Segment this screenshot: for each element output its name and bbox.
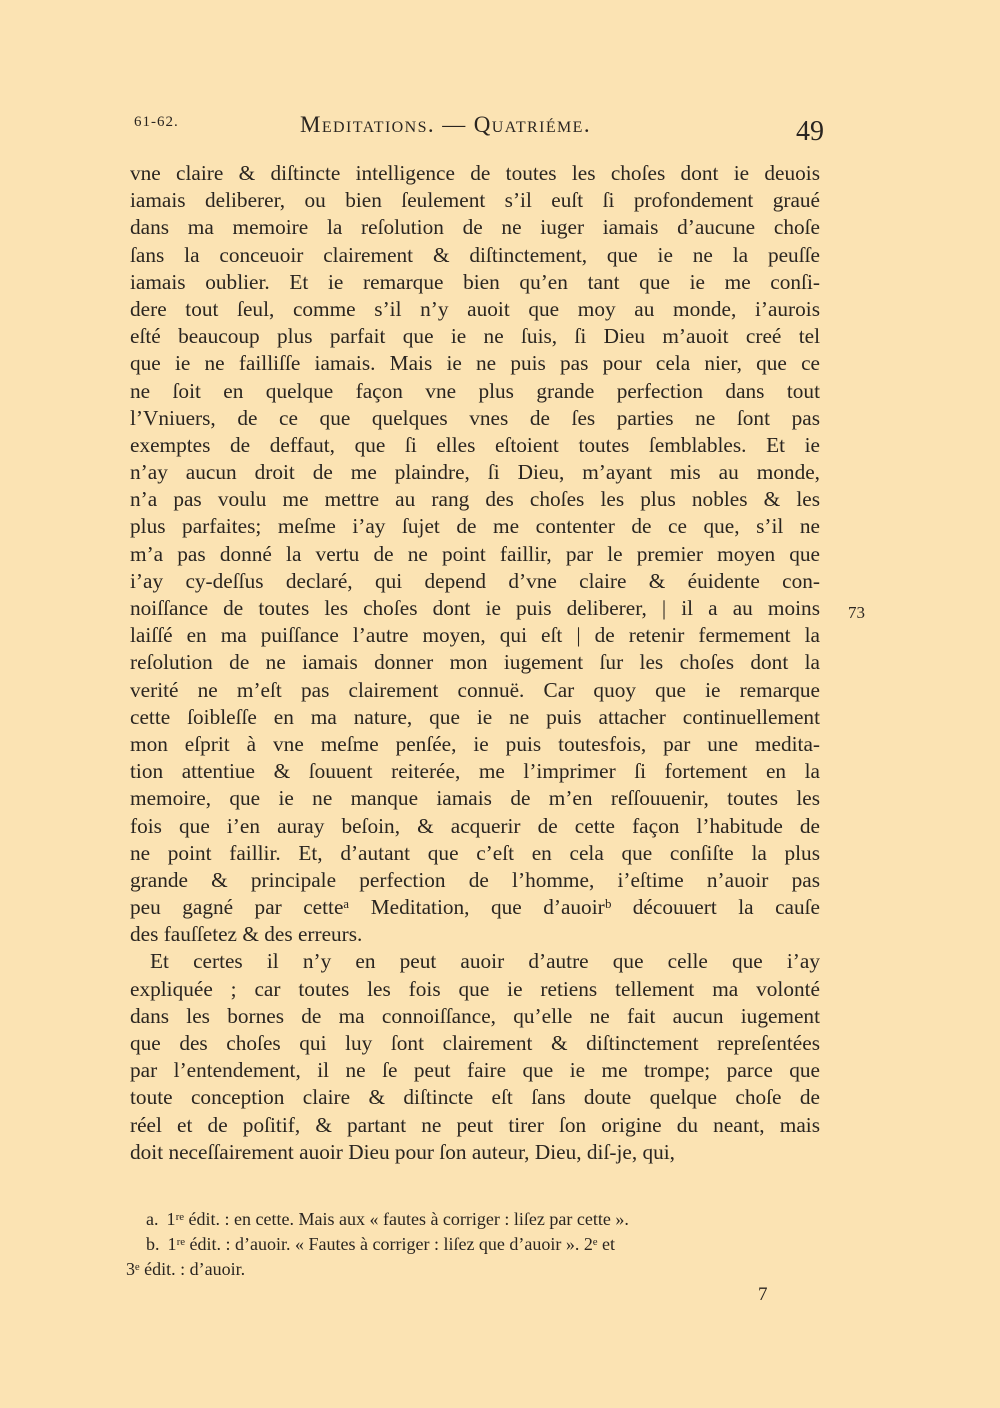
text-line: Et certes il n’y en peut auoir d’autre que celle que i’ay [150,949,820,974]
text-line: dans ma memoire la reſolution de ne iuger iamais d’aucune choſe [130,215,820,240]
text-line: ne point faillir. Et, d’autant que c’eſt en cela que conſiſte la plus [130,840,820,865]
text-line: doit neceſſairement auoir Dieu pour ſon auteur, Dieu, diſ-je, qui, [130,1139,676,1164]
text-line: toute conception claire & diſtincte eſt ſans doute quelque choſe de [130,1085,820,1110]
text-line: expliquée ; car toutes les fois que ie retiens tellement ma volonté [130,976,820,1001]
signature-mark: 7 [758,1284,768,1305]
text-line: que ie ne failliſſe iamais. Mais ie ne puis pas pour cela nier, que ce [130,351,820,376]
text-line: par l’entendement, il ne ſe peut faire que ie me trompe; parce que [130,1058,820,1083]
text-line: grande & principale perfection de l’homme, i’eſtime n’auoir pas [130,867,820,892]
text-line: des fauſſetez & des erreurs. [130,922,363,947]
text-line: ſans la conceuoir clairement & diſtinctement, que ie ne la peuſſe [130,242,820,267]
text-line: l’Vniuers, de ce que quelques vnes de ſes parties ne ſont pas [130,405,820,430]
footnote-a [146,1207,820,1232]
footnote-label: b. [146,1234,160,1254]
text-line: tion attentiue & ſouuent reiterée, me l’imprimer ſi fortement en la [130,759,820,784]
text-line: i’ay cy-deſſus declaré, qui depend d’vne claire & éuidente con- [130,568,820,593]
footnote-label: a. [146,1209,159,1229]
text-line: fois que i’en auray beſoin, & acquerir de cette façon l’habitude de [130,813,820,838]
text-line: cette ſoibleſſe en ma nature, que ie ne puis attacher continuellement [130,704,820,729]
running-head [128,112,824,152]
text-line: dans les bornes de ma connoiſſance, qu’elle ne fait aucun iugement [130,1003,820,1028]
footnote-text: 1ʳᵉ édit. : d’auoir. « Fautes à corriger : liſez que d’auoir ». 2ᵉ et [167,1234,616,1254]
text-line: que des choſes qui luy ſont clairement & diſtinctement repreſentées [130,1031,820,1055]
text-line: noiſſance de toutes les choſes dont ie puis deliberer, | il a au moins [130,596,820,620]
text-line: iamais deliberer, ou bien ſeulement s’il euſt ſi profondement graué [130,188,820,213]
text-line: réel et de poſitif, & partant ne peut tirer ſon origine du neant, mais [130,1112,820,1137]
text-line: m’a pas donné la vertu de ne point faillir, par le premier moyen que [130,541,820,566]
text-line: peu gagné par cetteᵃ Meditation, que d’auoirᵇ découuert la cauſe [130,895,820,920]
footnote-continuation: 3ᵉ édit. : d’auoir. [126,1259,246,1279]
text-line: reſolution de ne iamais donner mon iugement ſur les choſes dont la [130,650,820,675]
text-line: vne claire & diſtincte intelligence de toutes les choſes dont ie deuois [130,161,820,185]
text-line: exemptes de deffaut, que ſi elles eſtoient toutes ſemblables. Et ie [130,432,820,457]
text-line: n’a pas voulu me mettre au rang des choſes les plus nobles & les [130,487,820,512]
text-line: plus parfaites; meſme i’ay ſujet de me contenter de ce que, s’il ne [130,514,820,539]
text-line: verité ne m’eſt pas clairement connuë. Car quoy que ie remarque [130,677,820,702]
text-line: dere tout ſeul, comme s’il n’y auoit que moy au monde, i’aurois [130,296,820,321]
text-line: memoire, que ie ne manque iamais de m’en reſſouuenir, toutes les [130,786,820,811]
page-range-label: 61-62. [134,114,179,130]
text-line: n’ay aucun droit de me plaindre, ſi Dieu, m’ayant mis au monde, [130,460,820,485]
page-number: 49 [796,116,824,147]
running-title: Meditations. — Quatriéme. [300,112,591,137]
marginal-page-reference: 73 [848,603,865,622]
body-text [130,160,820,1166]
text-line: eſté beaucoup plus parfait que ie ne ſuis, ſi Dieu m’auoit creé tel [130,324,820,349]
text-line: mon eſprit à vne meſme penſée, ie puis toutesfois, par une medita- [130,731,820,756]
footnote-text: 1ʳᵉ édit. : en cette. Mais aux « fautes à corriger : liſez par cette ». [166,1209,629,1229]
footnote-b [146,1232,820,1257]
text-line: ne ſoit en quelque façon vne plus grande perfection dans tout [130,378,820,403]
text-line: iamais oublier. Et ie remarque bien qu’en tant que ie me conſi- [130,269,820,294]
footnotes [126,1207,820,1282]
text-line: laiſſé en ma puiſſance l’autre moyen, qui eſt | de retenir fermement la [130,623,820,648]
